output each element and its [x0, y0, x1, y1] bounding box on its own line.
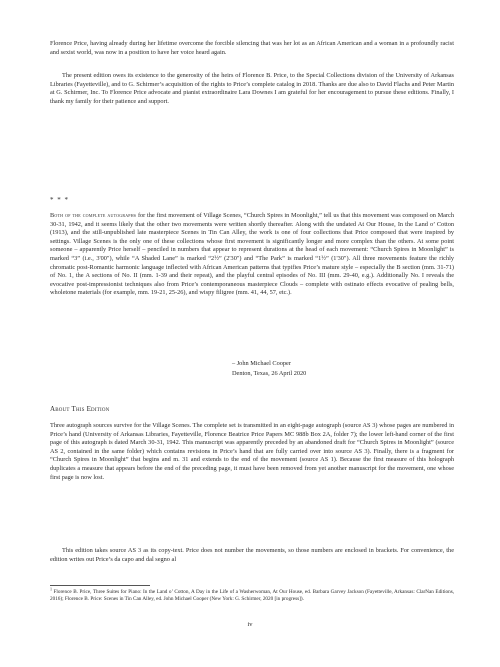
section-heading: About This Edition	[50, 405, 110, 413]
page-number: iv	[247, 621, 253, 628]
about-paragraph-1: Three autograph sources survive for the Village Scenes. The complete set is transmitted in an eight-page autograph (source AS 3) whose pages are numbered in Price’s hand (University of Arkansas Libraries, Fayetteville, Florence Beatrice Price Papers MC 988b Box 2A, folder 7); the lower left-hand corner of the first page of this autograph is dated March 30-31, 1942. This manuscript was apparently preceded by an abandoned draft for “Church Spires in Moonlight” (source AS 2, contained in the same folder) which contains revisions in Price’s hand that are fully carried over into source AS 3). Finally, there is a fragment for “Church Spires in Moonlight” that begins and m. 31 and extends to the end of the movement (source AS 1). Because the first measure of this holograph duplicates a measure that appears before the end of the preceding page, it must have been removed from yet another manuscript for the movement, one whose first page is now lost.	[50, 422, 454, 481]
intro-paragraph-1: Florence Price, having already during her lifetime overcome the forcible silencing that was her lot as an African American and a woman in a profoundly racist and sexist world, was now in a position to have her voice heard again.	[50, 40, 454, 56]
footnote-text: Florence B. Price, Three Suites for Piano: In the Land o’ Cotton, A Day in the Life of a Washerwoman, At Our House, ed. Barbara Garvey Jackson (Fayetteville, Arkansas: ClarNan Editions, 2016); Florence B. Price: Scenes in Tin Can Alley, ed. John Michael Cooper (New York: G. Schirmer, 2020 [in progress]).	[50, 589, 455, 603]
section-separator: * * *	[50, 196, 69, 204]
lead-small-caps: Both of the complete autographs	[50, 212, 137, 219]
acknowledgements-paragraph: The present edition owes its existence to the generosity of the heirs of Florence B. Price, to the Special Collections division of the University of Arkansas Libraries (Fayetteville), and to G. Schirmer’s acquisition of the rights to Price’s complete catalog in 2018. Thanks are due also to David Flachs and Peter Martin at G. Schirmer, Inc. To Florence Price advocate and pianist extraordinaire Lara Downes I am grateful for her encouragement to pursue these editions. Finally, I thank my family for their patience and support.	[50, 72, 454, 105]
signature-name: – John Michael Cooper	[232, 360, 291, 367]
footnote-rule	[50, 585, 150, 586]
about-paragraph-2: This edition takes source AS 3 as its copy-text. Price does not number the movements, so those numbers are enclosed in brackets. For convenience, the edition writes out Price’s da capo and dal segno al	[50, 547, 454, 563]
body-paragraph	[50, 212, 454, 298]
footnote-marker: 1	[50, 586, 52, 592]
body-paragraph-text: for the first movement of Village Scenes, “Church Spires in Moonlight,” tell us that this movement was composed on March 30-31, 1942, and it seems likely that the other two movements were written shortly thereafter. Along with the undated At Our House, In the Land o’ Cotton (1913), and the still-unpublished late masterpiece Scenes in Tin Can Alley, the work is one of four collections that Price composed that were inspired by settings. Village Scenes is the only one of these collections whose first movement is significantly longer and more complex than the others. At some point someone – apparently Price herself – penciled in numbers that appear to represent durations at the head of each movement: “Church Spires in Moonlight” is marked “3” (i.e., 3'00"), while “A Shaded Lane” is marked “2½” (2'30") and “The Park” is marked “1½” (1'30"). All three movements feature the richly chromatic post-Romantic harmonic language inflected with African American patterns that typifies Price’s mature style – especially the B section (mm. 31-71) of No. 1, the A sections of No. II (mm. 1-39 and their repeat), and the playful central episodes of No. III (mm. 29-40, e.g.). Additionally No. I reveals the evocative post-impressionist techniques also from Price’s contemporaneous masterpiece Clouds – complete with ostinato effects evocative of pealing bells, wholetone materials (for example, mm. 19-21, 25-26), and wispy filigree (mm. 41, 44, 57, etc.).	[50, 212, 455, 297]
signature-place-date: Denton, Texas, 26 April 2020	[232, 370, 307, 377]
footnote	[50, 586, 455, 604]
